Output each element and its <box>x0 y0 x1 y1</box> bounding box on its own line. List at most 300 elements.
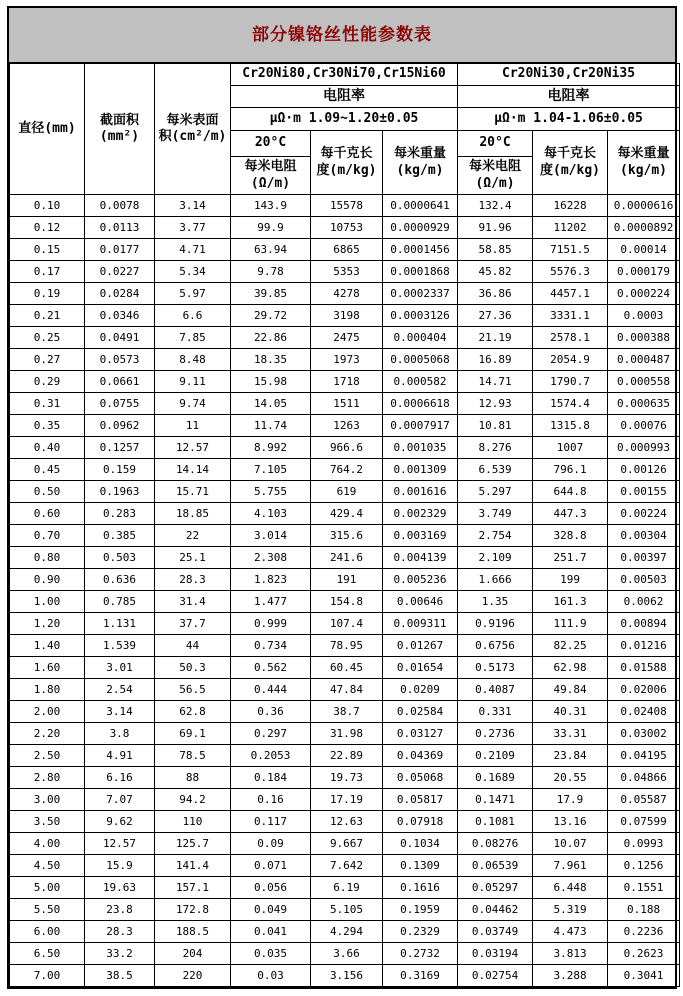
table-cell: 9.62 <box>85 811 155 833</box>
table-cell: 5.50 <box>10 899 85 921</box>
table-cell: 0.2053 <box>231 745 311 767</box>
table-cell: 2.54 <box>85 679 155 701</box>
table-cell: 11 <box>155 415 231 437</box>
table-cell: 47.84 <box>311 679 383 701</box>
table-cell: 78.95 <box>311 635 383 657</box>
table-header <box>10 64 680 195</box>
table-cell: 5.97 <box>155 283 231 305</box>
table-cell: 3.01 <box>85 657 155 679</box>
table-cell: 21.19 <box>458 327 533 349</box>
table-cell: 7.642 <box>311 855 383 877</box>
table-cell: 0.01588 <box>608 657 680 679</box>
table-cell: 91.96 <box>458 217 533 239</box>
table-cell: 10.07 <box>533 833 608 855</box>
group1-length-line1: 每千克长 <box>320 146 373 162</box>
group2-resistance-per-m-header <box>458 157 533 195</box>
table-cell: 161.3 <box>533 591 608 613</box>
table-cell: 0.1963 <box>85 481 155 503</box>
table-cell: 6.50 <box>10 943 85 965</box>
table-cell: 188.5 <box>155 921 231 943</box>
table-cell: 8.48 <box>155 349 231 371</box>
table-cell: 9.667 <box>311 833 383 855</box>
table-cell: 1.477 <box>231 591 311 613</box>
table-cell: 3.014 <box>231 525 311 547</box>
table-cell: 31.98 <box>311 723 383 745</box>
table-cell: 0.04195 <box>608 745 680 767</box>
group1-weight-line2: (kg/m) <box>396 162 444 178</box>
table-row <box>10 965 680 987</box>
table-cell: 5353 <box>311 261 383 283</box>
page-title: 部分镍铬丝性能参数表 <box>9 8 675 63</box>
table-cell: 0.000224 <box>608 283 680 305</box>
table-cell: 2.109 <box>458 547 533 569</box>
table-row <box>10 349 680 371</box>
table-cell: 154.8 <box>311 591 383 613</box>
table-cell: 2.00 <box>10 701 85 723</box>
table-row <box>10 195 680 217</box>
table-cell: 0.10 <box>10 195 85 217</box>
group1-resistance-line1: 每米电阻 <box>244 159 297 175</box>
table-cell: 0.00503 <box>608 569 680 591</box>
table-cell: 0.70 <box>10 525 85 547</box>
table-cell: 110 <box>155 811 231 833</box>
table-cell: 0.1034 <box>383 833 458 855</box>
table-cell: 39.85 <box>231 283 311 305</box>
table-cell: 29.72 <box>231 305 311 327</box>
table-row <box>10 217 680 239</box>
table-cell: 0.9196 <box>458 613 533 635</box>
table-cell: 27.36 <box>458 305 533 327</box>
table-cell: 0.0000616 <box>608 195 680 217</box>
table-cell: 45.82 <box>458 261 533 283</box>
group1-alloys-header: Cr20Ni80,Cr30Ni70,Cr15Ni60 <box>231 64 458 86</box>
table-cell: 0.001616 <box>383 481 458 503</box>
table-cell: 4278 <box>311 283 383 305</box>
table-cell: 0.4087 <box>458 679 533 701</box>
table-cell: 0.05068 <box>383 767 458 789</box>
table-cell: 9.74 <box>155 393 231 415</box>
table-cell: 37.7 <box>155 613 231 635</box>
table-cell: 20.55 <box>533 767 608 789</box>
table-cell: 14.71 <box>458 371 533 393</box>
table-cell: 0.184 <box>231 767 311 789</box>
table-cell: 0.05817 <box>383 789 458 811</box>
table-cell: 3198 <box>311 305 383 327</box>
table-cell: 8.992 <box>231 437 311 459</box>
table-row <box>10 525 680 547</box>
table-cell: 1.823 <box>231 569 311 591</box>
group2-length-line1: 每千克长 <box>544 146 597 162</box>
table-cell: 0.003169 <box>383 525 458 547</box>
table-cell: 429.4 <box>311 503 383 525</box>
table-cell: 14.14 <box>155 459 231 481</box>
table-cell: 1263 <box>311 415 383 437</box>
table-cell: 143.9 <box>231 195 311 217</box>
table-row <box>10 745 680 767</box>
table-cell: 1718 <box>311 371 383 393</box>
table-cell: 6.539 <box>458 459 533 481</box>
table-cell: 69.1 <box>155 723 231 745</box>
table-cell: 0.0007917 <box>383 415 458 437</box>
table-row <box>10 855 680 877</box>
table-body <box>10 195 680 987</box>
table-cell: 204 <box>155 943 231 965</box>
table-cell: 25.1 <box>155 547 231 569</box>
group1-resistivity-label: 电阻率 <box>231 86 458 108</box>
table-cell: 0.19 <box>10 283 85 305</box>
table-cell: 23.84 <box>533 745 608 767</box>
table-cell: 22.89 <box>311 745 383 767</box>
col-header-surface-area <box>155 64 231 195</box>
table-cell: 0.444 <box>231 679 311 701</box>
table-cell: 1.40 <box>10 635 85 657</box>
table-row <box>10 635 680 657</box>
table-cell: 0.03 <box>231 965 311 987</box>
table-cell: 3.66 <box>311 943 383 965</box>
table-row <box>10 723 680 745</box>
table-cell: 18.85 <box>155 503 231 525</box>
table-cell: 94.2 <box>155 789 231 811</box>
table-cell: 5.319 <box>533 899 608 921</box>
group2-resistance-line1: 每米电阻 <box>469 159 522 175</box>
table-cell: 0.16 <box>231 789 311 811</box>
table-row <box>10 393 680 415</box>
col-header-area-line2: (mm²) <box>99 129 140 144</box>
table-cell: 0.03127 <box>383 723 458 745</box>
table-cell: 0.00076 <box>608 415 680 437</box>
table-cell: 0.0003126 <box>383 305 458 327</box>
table-cell: 0.00014 <box>608 239 680 261</box>
table-cell: 4.71 <box>155 239 231 261</box>
group1-weight-line1: 每米重量 <box>394 146 447 162</box>
table-cell: 15.98 <box>231 371 311 393</box>
table-cell: 50.3 <box>155 657 231 679</box>
table-row <box>10 789 680 811</box>
table-cell: 220 <box>155 965 231 987</box>
table-cell: 0.000404 <box>383 327 458 349</box>
table-cell: 0.0078 <box>85 195 155 217</box>
table-cell: 33.2 <box>85 943 155 965</box>
parameters-table <box>9 63 680 987</box>
table-cell: 3.14 <box>85 701 155 723</box>
col-header-diameter: 直径(mm) <box>10 64 85 195</box>
table-cell: 0.000179 <box>608 261 680 283</box>
table-cell: 1.20 <box>10 613 85 635</box>
table-cell: 7.85 <box>155 327 231 349</box>
table-cell: 0.45 <box>10 459 85 481</box>
table-cell: 28.3 <box>85 921 155 943</box>
table-cell: 12.57 <box>155 437 231 459</box>
table-cell: 6865 <box>311 239 383 261</box>
table-cell: 2578.1 <box>533 327 608 349</box>
table-cell: 1.666 <box>458 569 533 591</box>
table-cell: 111.9 <box>533 613 608 635</box>
table-cell: 141.4 <box>155 855 231 877</box>
table-cell: 5.755 <box>231 481 311 503</box>
group1-length-per-kg-header <box>311 131 383 195</box>
table-cell: 3.50 <box>10 811 85 833</box>
table-cell: 28.3 <box>155 569 231 591</box>
group2-weight-per-m-header <box>608 131 680 195</box>
table-cell: 0.0346 <box>85 305 155 327</box>
table-row <box>10 371 680 393</box>
table-cell: 251.7 <box>533 547 608 569</box>
table-cell: 0.29 <box>10 371 85 393</box>
table-cell: 1.60 <box>10 657 85 679</box>
table-cell: 0.636 <box>85 569 155 591</box>
table-cell: 0.785 <box>85 591 155 613</box>
table-cell: 125.7 <box>155 833 231 855</box>
table-cell: 0.07599 <box>608 811 680 833</box>
table-cell: 0.159 <box>85 459 155 481</box>
table-cell: 7.105 <box>231 459 311 481</box>
table-cell: 191 <box>311 569 383 591</box>
table-cell: 10.81 <box>458 415 533 437</box>
group1-length-line2: 度(m/kg) <box>316 162 377 178</box>
table-cell: 0.1081 <box>458 811 533 833</box>
table-cell: 4.473 <box>533 921 608 943</box>
table-cell: 0.1551 <box>608 877 680 899</box>
table-cell: 0.385 <box>85 525 155 547</box>
table-cell: 0.297 <box>231 723 311 745</box>
table-cell: 0.21 <box>10 305 85 327</box>
table-cell: 3.813 <box>533 943 608 965</box>
table-cell: 315.6 <box>311 525 383 547</box>
table-cell: 0.562 <box>231 657 311 679</box>
table-cell: 5.297 <box>458 481 533 503</box>
table-cell: 0.60 <box>10 503 85 525</box>
table-cell: 0.04369 <box>383 745 458 767</box>
table-cell: 6.16 <box>85 767 155 789</box>
table-cell: 0.041 <box>231 921 311 943</box>
table-cell: 172.8 <box>155 899 231 921</box>
table-cell: 7151.5 <box>533 239 608 261</box>
table-cell: 22 <box>155 525 231 547</box>
table-cell: 0.999 <box>231 613 311 635</box>
table-cell: 0.08276 <box>458 833 533 855</box>
table-cell: 0.1616 <box>383 877 458 899</box>
table-row <box>10 459 680 481</box>
table-cell: 0.1959 <box>383 899 458 921</box>
table-cell: 3.156 <box>311 965 383 987</box>
table-cell: 0.09 <box>231 833 311 855</box>
table-cell: 7.07 <box>85 789 155 811</box>
group2-length-per-kg-header <box>533 131 608 195</box>
table-cell: 2.80 <box>10 767 85 789</box>
table-cell: 0.071 <box>231 855 311 877</box>
table-row <box>10 305 680 327</box>
table-cell: 0.06539 <box>458 855 533 877</box>
table-cell: 0.000558 <box>608 371 680 393</box>
table-cell: 62.98 <box>533 657 608 679</box>
table-cell: 11.74 <box>231 415 311 437</box>
table-cell: 199 <box>533 569 608 591</box>
table-cell: 0.01267 <box>383 635 458 657</box>
table-cell: 2054.9 <box>533 349 608 371</box>
table-cell: 0.0993 <box>608 833 680 855</box>
table-cell: 0.00155 <box>608 481 680 503</box>
table-cell: 0.1689 <box>458 767 533 789</box>
table-cell: 0.2732 <box>383 943 458 965</box>
table-cell: 99.9 <box>231 217 311 239</box>
table-cell: 7.961 <box>533 855 608 877</box>
table-cell: 1511 <box>311 393 383 415</box>
table-cell: 0.0491 <box>85 327 155 349</box>
group1-weight-per-m-header <box>383 131 458 195</box>
table-cell: 1790.7 <box>533 371 608 393</box>
table-cell: 15.71 <box>155 481 231 503</box>
table-cell: 0.05297 <box>458 877 533 899</box>
table-cell: 0.02408 <box>608 701 680 723</box>
table-cell: 0.0001456 <box>383 239 458 261</box>
table-cell: 0.2623 <box>608 943 680 965</box>
table-cell: 33.31 <box>533 723 608 745</box>
group2-weight-line2: (kg/m) <box>620 162 668 178</box>
table-cell: 0.2109 <box>458 745 533 767</box>
table-row <box>10 327 680 349</box>
table-row <box>10 921 680 943</box>
table-cell: 1.80 <box>10 679 85 701</box>
table-cell: 0.50 <box>10 481 85 503</box>
table-cell: 1.539 <box>85 635 155 657</box>
table-cell: 1315.8 <box>533 415 608 437</box>
table-cell: 5.00 <box>10 877 85 899</box>
table-cell: 0.049 <box>231 899 311 921</box>
table-cell: 5.34 <box>155 261 231 283</box>
table-cell: 0.0002337 <box>383 283 458 305</box>
table-cell: 31.4 <box>155 591 231 613</box>
table-cell: 0.0005068 <box>383 349 458 371</box>
table-cell: 764.2 <box>311 459 383 481</box>
table-cell: 0.0000929 <box>383 217 458 239</box>
table-cell: 0.000388 <box>608 327 680 349</box>
table-cell: 0.0000892 <box>608 217 680 239</box>
table-cell: 0.3041 <box>608 965 680 987</box>
table-cell: 38.7 <box>311 701 383 723</box>
table-cell: 40.31 <box>533 701 608 723</box>
table-cell: 0.31 <box>10 393 85 415</box>
table-cell: 1.00 <box>10 591 85 613</box>
table-cell: 0.6756 <box>458 635 533 657</box>
table-cell: 0.12 <box>10 217 85 239</box>
table-cell: 0.331 <box>458 701 533 723</box>
table-cell: 10753 <box>311 217 383 239</box>
table-row <box>10 415 680 437</box>
table-cell: 3.14 <box>155 195 231 217</box>
table-row <box>10 877 680 899</box>
table-cell: 447.3 <box>533 503 608 525</box>
table-cell: 6.00 <box>10 921 85 943</box>
table-cell: 0.00397 <box>608 547 680 569</box>
table-cell: 0.0177 <box>85 239 155 261</box>
table-cell: 0.5173 <box>458 657 533 679</box>
table-row <box>10 899 680 921</box>
table-cell: 132.4 <box>458 195 533 217</box>
table-cell: 4.103 <box>231 503 311 525</box>
group1-resistance-line2: (Ω/m) <box>250 175 291 191</box>
table-cell: 3331.1 <box>533 305 608 327</box>
table-cell: 0.000487 <box>608 349 680 371</box>
table-cell: 0.009311 <box>383 613 458 635</box>
table-row <box>10 283 680 305</box>
table-cell: 0.000582 <box>383 371 458 393</box>
table-cell: 22.86 <box>231 327 311 349</box>
table-cell: 0.0755 <box>85 393 155 415</box>
table-cell: 0.03749 <box>458 921 533 943</box>
table-cell: 12.63 <box>311 811 383 833</box>
table-cell: 0.00126 <box>608 459 680 481</box>
table-cell: 2.754 <box>458 525 533 547</box>
table-cell: 0.02006 <box>608 679 680 701</box>
table-cell: 328.8 <box>533 525 608 547</box>
table-cell: 1574.4 <box>533 393 608 415</box>
table-cell: 12.57 <box>85 833 155 855</box>
group2-weight-line1: 每米重量 <box>617 146 670 162</box>
table-cell: 0.25 <box>10 327 85 349</box>
table-cell: 9.11 <box>155 371 231 393</box>
table-cell: 5576.3 <box>533 261 608 283</box>
table-cell: 1007 <box>533 437 608 459</box>
table-cell: 157.1 <box>155 877 231 899</box>
table-cell: 8.276 <box>458 437 533 459</box>
table-row <box>10 503 680 525</box>
table-cell: 0.004139 <box>383 547 458 569</box>
table-cell: 0.00894 <box>608 613 680 635</box>
table-cell: 0.00304 <box>608 525 680 547</box>
table-cell: 0.0573 <box>85 349 155 371</box>
table-cell: 3.77 <box>155 217 231 239</box>
table-cell: 0.01216 <box>608 635 680 657</box>
table-cell: 4.91 <box>85 745 155 767</box>
table-cell: 23.8 <box>85 899 155 921</box>
table-cell: 1.35 <box>458 591 533 613</box>
table-cell: 3.8 <box>85 723 155 745</box>
table-cell: 0.01654 <box>383 657 458 679</box>
table-row <box>10 701 680 723</box>
table-cell: 16228 <box>533 195 608 217</box>
table-cell: 58.85 <box>458 239 533 261</box>
table-cell: 19.73 <box>311 767 383 789</box>
table-cell: 0.0113 <box>85 217 155 239</box>
table-cell: 0.001035 <box>383 437 458 459</box>
table-cell: 6.6 <box>155 305 231 327</box>
table-cell: 14.05 <box>231 393 311 415</box>
table-cell: 2.50 <box>10 745 85 767</box>
table-cell: 0.035 <box>231 943 311 965</box>
table-cell: 0.90 <box>10 569 85 591</box>
table-cell: 5.105 <box>311 899 383 921</box>
table-row <box>10 591 680 613</box>
table-cell: 15578 <box>311 195 383 217</box>
table-cell: 0.056 <box>231 877 311 899</box>
col-header-surface-line1: 每米表面 <box>166 112 219 128</box>
table-cell: 0.07918 <box>383 811 458 833</box>
table-row <box>10 767 680 789</box>
table-cell: 36.86 <box>458 283 533 305</box>
table-cell: 60.45 <box>311 657 383 679</box>
table-cell: 0.0661 <box>85 371 155 393</box>
table-cell: 6.19 <box>311 877 383 899</box>
col-header-surface-line2: 积(cm²/m) <box>158 129 227 144</box>
group2-alloys-header: Cr20Ni30,Cr20Ni35 <box>458 64 680 86</box>
table-cell: 2475 <box>311 327 383 349</box>
table-cell: 0.05587 <box>608 789 680 811</box>
table-cell: 0.005236 <box>383 569 458 591</box>
table-cell: 16.89 <box>458 349 533 371</box>
table-row <box>10 833 680 855</box>
table-cell: 82.25 <box>533 635 608 657</box>
table-cell: 0.0003 <box>608 305 680 327</box>
